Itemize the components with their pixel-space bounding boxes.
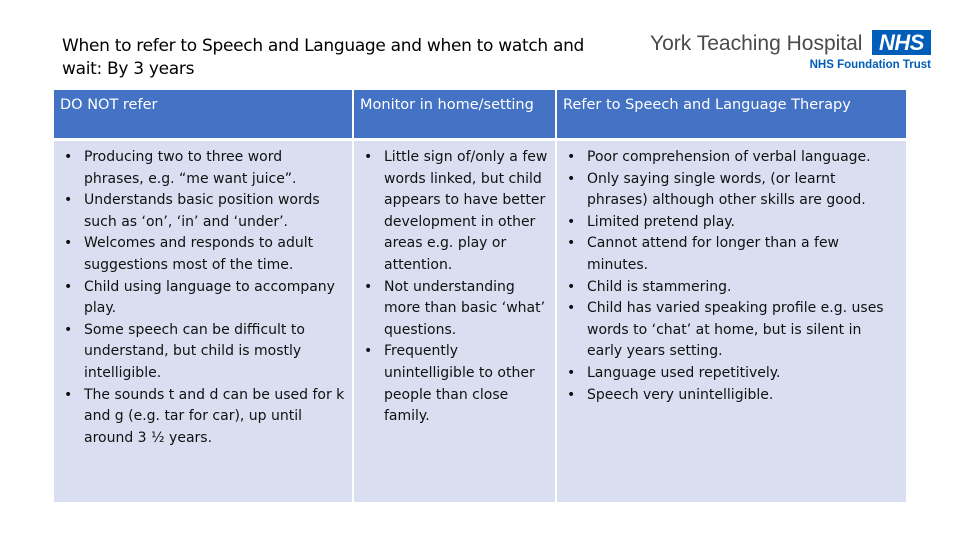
nhs-logo <box>650 30 935 75</box>
column-header-refer: Refer to Speech and Language Therapy <box>557 90 906 138</box>
list-item: • Poor comprehension of verbal language. <box>563 147 900 169</box>
list-item: • Child has varied speaking profile e.g. uses words to ‘chat’ at home, but is silent in early years setting. <box>567 300 884 360</box>
column-header-monitor: Monitor in home/setting <box>354 90 555 138</box>
bullet-icon: • <box>567 386 576 403</box>
trust-name: NHS Foundation Trust <box>809 59 931 71</box>
bullet-icon: • <box>364 343 373 360</box>
monitor-list <box>360 147 549 428</box>
bullet-icon: • <box>64 278 73 295</box>
bullet-icon: • <box>64 321 73 338</box>
page-title <box>62 35 622 81</box>
bullet-icon: • <box>567 213 576 230</box>
do-not-refer-list <box>60 147 346 449</box>
bullet-icon: • <box>567 149 576 165</box>
bullet-icon: • <box>567 278 576 295</box>
bullet-icon: • <box>567 170 576 187</box>
list-item: • Limited pretend play. <box>563 212 900 234</box>
list-item: • Some speech can be difficult to understand, but child is mostly intelligible. <box>64 321 305 381</box>
list-item: • Little sign of/only a few words linked, but child appears to have better development in other areas e.g. play or attention. <box>364 149 548 273</box>
page-title-line-1: When to refer to Speech and Language and when to watch and <box>62 36 585 56</box>
bullet-icon: • <box>64 235 73 252</box>
bullet-icon: • <box>567 235 576 252</box>
bullet-icon: • <box>567 364 576 381</box>
bullet-icon: • <box>64 149 73 165</box>
column-body-refer <box>557 141 906 502</box>
list-item: • Speech very unintelligible. <box>563 385 900 407</box>
bullet-icon: • <box>567 300 576 317</box>
list-item: • Child using language to accompany play. <box>64 278 335 317</box>
list-item: • Not understanding more than basic ‘what’ questions. <box>364 278 546 338</box>
list-item: • The sounds t and d can be used for k and g (e.g. tar for car), up until around 3 ½ years. <box>64 386 345 446</box>
column-header-do-not-refer: DO NOT refer <box>54 90 352 138</box>
list-item: • Understands basic position words such as ‘on’, ‘in’ and ‘under’. <box>64 192 320 230</box>
bullet-icon: • <box>364 278 373 295</box>
bullet-icon: • <box>364 149 373 165</box>
refer-list <box>563 147 900 406</box>
bullet-icon: • <box>64 192 73 209</box>
list-item: • Frequently unintelligible to other people than close family. <box>364 343 535 425</box>
list-item: • Only saying single words, (or learnt phrases) although other skills are good. <box>567 170 866 209</box>
column-body-monitor <box>354 141 555 502</box>
list-item: • Language used repetitively. <box>563 363 900 385</box>
bullet-icon: • <box>64 386 73 403</box>
list-item: • Cannot attend for longer than a few minutes. <box>567 235 840 273</box>
list-item: • Producing two to three word phrases, e.g. “me want juice”. <box>64 149 297 187</box>
list-item: • Welcomes and responds to adult suggestions most of the time. <box>64 235 314 273</box>
column-body-do-not-refer <box>54 141 352 502</box>
referral-table <box>54 90 906 502</box>
nhs-badge-icon: NHS <box>872 30 931 55</box>
page-title-line-2: wait: By 3 years <box>62 59 195 79</box>
list-item: • Child is stammering. <box>563 277 900 299</box>
hospital-name: York Teaching Hospital <box>650 32 863 55</box>
